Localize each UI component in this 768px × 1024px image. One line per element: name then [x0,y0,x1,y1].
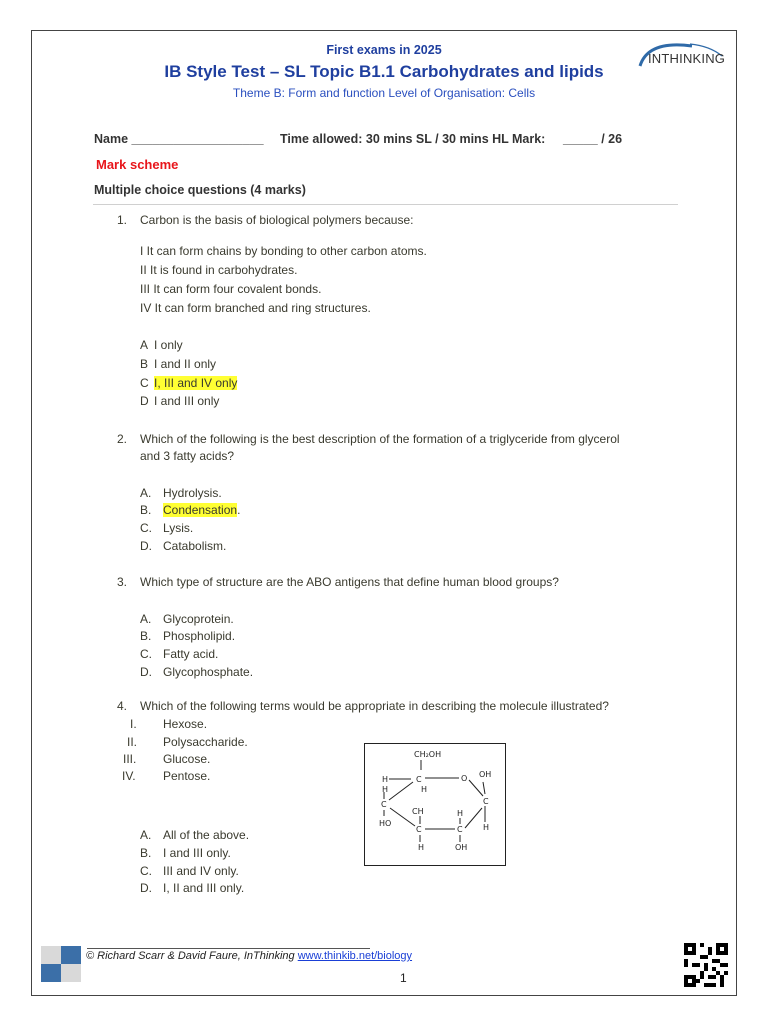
page-number: 1 [400,971,407,985]
option-text: III and IV only. [163,864,239,878]
term-numeral: III. [123,752,137,766]
term-numeral: IV. [122,769,136,783]
option-letter: D. [140,539,152,553]
label-oh-top: OH [479,770,492,779]
correct-answer-highlight: I, III and IV only [154,376,238,390]
question-1-number: 1. [117,213,128,227]
label-ho: HO [379,819,392,828]
footer-link[interactable]: www.thinkib.net/biology [297,950,413,962]
question-4-number: 4. [117,699,128,713]
option-text-wrapper [163,503,240,517]
label-o: O [461,774,468,783]
footer-square-blue [61,946,81,964]
question-3-number: 3. [117,575,128,589]
label-c: C [416,775,422,784]
option-text: Hydrolysis. [163,486,222,500]
option-text: Lysis. [163,521,194,535]
option-letter: D. [140,665,152,679]
option-letter: D [140,394,149,408]
footer-divider [87,948,370,949]
name-field-label: Name ___________________ [94,132,264,146]
correct-answer-highlight: Condensation [163,503,238,517]
question-2-stem: and 3 fatty acids? [140,449,235,463]
option-text: Phospholipid. [163,629,236,643]
label-h: H [457,809,464,818]
question-1-statement: IV It can form branched and ring structures. [140,301,371,315]
term-numeral: I. [130,717,137,731]
option-letter: C. [140,521,152,535]
option-text: I and III only. [163,846,231,860]
option-suffix: . [237,503,241,517]
logo-text: INTHINKING [648,51,726,66]
label-c: C [457,825,463,834]
option-text: I and III only [154,394,220,408]
time-allowed-label: Time allowed: 30 mins SL / 30 mins HL [280,132,509,146]
option-text: I only [154,338,183,352]
section-divider [93,204,678,205]
label-h: H [382,775,389,784]
footer-copyright [86,950,412,962]
inthinking-logo [630,38,730,72]
option-text: All of the above. [163,828,250,842]
option-text: Catabolism. [163,539,227,553]
label-h: H [382,785,389,794]
label-h: H [418,843,425,852]
option-letter: B [140,357,149,371]
option-letter: A. [140,612,152,626]
question-1-statement: II It is found in carbohydrates. [140,263,298,277]
question-1-statement: III It can form four covalent bonds. [140,282,322,296]
term-text: Polysaccharide. [163,735,248,749]
option-letter: C [140,376,149,390]
option-text: Fatty acid. [163,647,219,661]
option-text: Glycophosphate. [163,665,254,679]
molecule-diagram [364,743,506,866]
question-2-stem: Which of the following is the best description of the formation of a triglyceride from glycerol [140,432,620,446]
theme-subtitle: Theme B: Form and function Level of Organisation: Cells [232,86,536,100]
question-3-stem: Which type of structure are the ABO antigens that define human blood groups? [140,575,559,589]
question-2-number: 2. [117,432,128,446]
term-numeral: II. [127,735,138,749]
question-4-stem: Which of the following terms would be appropriate in describing the molecule illustrated? [140,699,609,713]
option-letter: D. [140,881,152,895]
mark-label: Mark: [512,132,546,146]
option-letter: A. [140,486,152,500]
label-c: C [483,797,489,806]
label-h: H [483,823,490,832]
label-oh-bottom: OH [455,843,468,852]
option-text: Glycoprotein. [163,612,234,626]
term-text: Pentose. [163,769,211,783]
option-text: I and II only [154,357,217,371]
term-text: Glucose. [163,752,211,766]
footer-square-gray [61,964,81,982]
label-h: H [421,785,428,794]
label-ch2oh: CH₂OH [414,750,442,759]
option-letter: C. [140,647,152,661]
glucose-ring-drawing [365,744,505,865]
qr-code-icon [684,943,728,987]
section-title: Multiple choice questions (4 marks) [94,183,306,197]
mark-scheme-label: Mark scheme [96,157,179,172]
label-ch: CH [412,807,424,816]
term-text: Hexose. [163,717,208,731]
option-letter: C. [140,864,152,878]
page-title: IB Style Test – SL Topic B1.1 Carbohydrates and lipids [164,62,604,81]
option-letter: B. [140,629,152,643]
option-letter: B. [140,503,152,517]
option-text: I, II and III only. [163,881,245,895]
option-letter: A [140,338,149,352]
label-c: C [381,800,387,809]
footer-square-blue [41,964,61,982]
option-letter: B. [140,846,152,860]
exam-note: First exams in 2025 [326,43,442,57]
copyright-text: © Richard Scarr & David Faure, InThinking [86,950,295,962]
mark-value: _____ / 26 [563,132,623,146]
footer-square-gray [41,946,61,964]
question-1-stem: Carbon is the basis of biological polymers because: [140,213,414,227]
option-letter: A. [140,828,152,842]
label-c: C [416,825,422,834]
question-1-statement: I It can form chains by bonding to other carbon atoms. [140,244,427,258]
